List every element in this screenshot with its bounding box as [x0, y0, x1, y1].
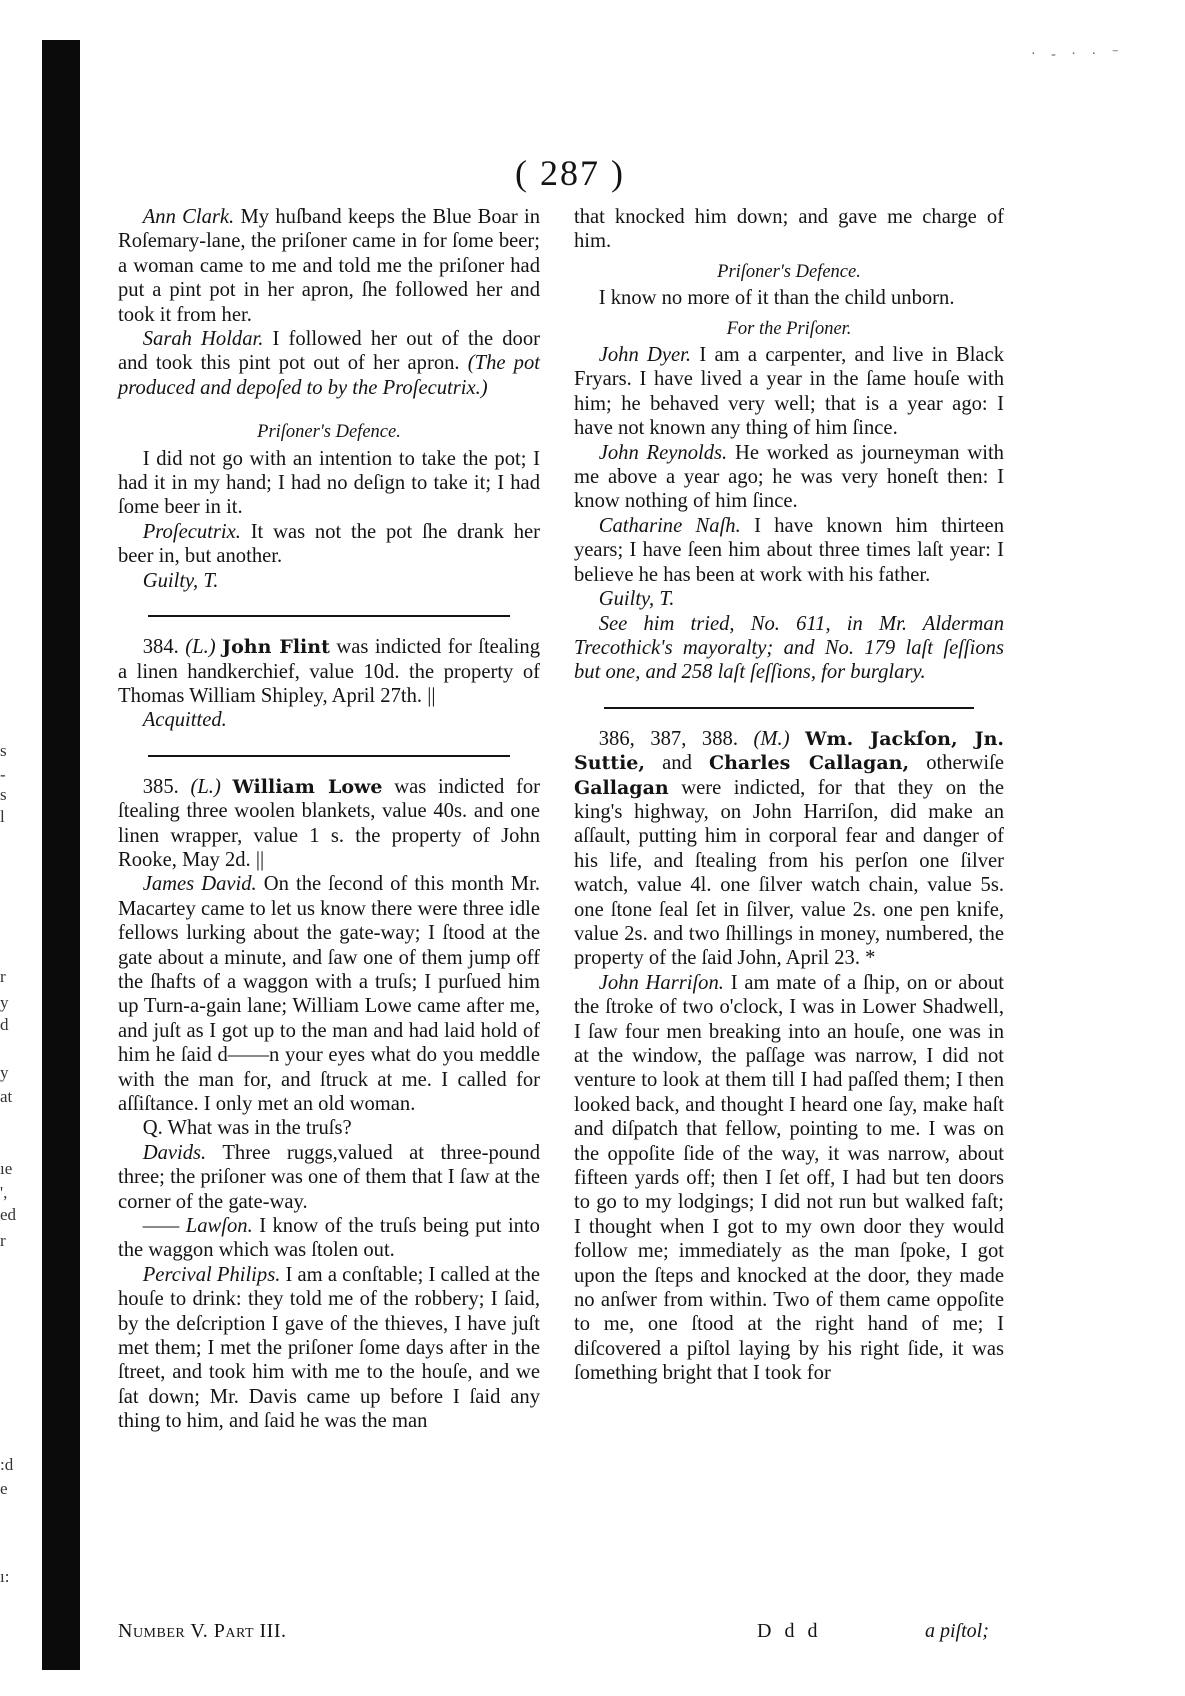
testimony-percival-philips: [118, 1263, 540, 1434]
case-number: 385.: [142, 775, 179, 798]
margin-fragment: ı:: [0, 1567, 10, 1586]
section-divider: [148, 615, 511, 617]
testimony-text: I am a carpenter, and live in Black Fryars. I have lived a year in the ſame houſe with him; he behaved very well; that is a year ago: I have not known any thing of him ſince.: [574, 344, 1004, 440]
court-mark: (M.): [753, 727, 790, 750]
case-number: 384.: [142, 636, 179, 659]
testimony-john-dyer: [574, 343, 1004, 441]
section-heading: For the Priſoner.: [726, 318, 852, 339]
margin-fragment: :d: [0, 1455, 14, 1474]
margin-fragment: r: [0, 967, 6, 986]
defence-text: I know no more of it than the child unborn.: [598, 287, 955, 310]
speaker-name: Ann Clark.: [142, 206, 235, 228]
speaker-name: John Reynolds.: [598, 441, 728, 464]
case-384: [118, 635, 540, 708]
scan-specks: · - · · ⁻: [1030, 47, 1125, 62]
section-divider: [148, 755, 511, 757]
testimony-james-david: [118, 872, 540, 1116]
case-number: 386, 387, 388.: [598, 727, 738, 750]
question: Q. What was in the truſs?: [142, 1117, 352, 1140]
testimony-john-harrison: [574, 971, 1004, 1386]
margin-fragment: ıe: [0, 1159, 13, 1178]
book-binding-shadow: [42, 40, 80, 1670]
speaker-name: —— Lawſon.: [142, 1215, 253, 1238]
testimony-john-reynolds: [574, 441, 1004, 514]
testimony-text: I know of the truſs being put into the waggon which was ſtolen out.: [118, 1215, 540, 1262]
margin-fragment: s: [0, 785, 7, 804]
margin-fragment: -: [0, 765, 6, 784]
indictment-text: was indicted for ſtealing a linen handkerchief, value 10d. the property of Thomas William Shipley, April 27th. ||: [118, 636, 540, 707]
speaker-name: Proſecutrix.: [142, 520, 241, 543]
testimony-text: My huſband keeps the Blue Boar in Roſemary-lane, the priſoner came in for ſome beer; a woman came to me and told me the priſoner had put a pint pot in her apron, ſhe followed her and took it from her.: [118, 206, 540, 326]
margin-fragment: at: [0, 1087, 13, 1106]
testimony-ann-clark: [118, 205, 540, 327]
margin-fragment: l: [0, 807, 5, 826]
verdict: Acquitted.: [142, 709, 227, 732]
testimony-text: I have known him thirteen years; I have ſeen him about three times laſt year: I believe he has been at work with his father.: [574, 514, 1004, 586]
right-column: [574, 205, 1004, 1386]
left-column: [118, 205, 540, 1434]
defence-text: I did not go with an intention to take the pot; I had it in my hand; I had no deſign to take it; I had ſome beer in it.: [118, 447, 540, 519]
speaker-name: James David.: [142, 873, 257, 896]
continuation-text: that knocked him down; and gave me charge of him.: [574, 206, 1004, 253]
margin-fragment: e: [0, 1479, 8, 1498]
verdict: Guilty, T.: [142, 569, 219, 592]
speaker-name: Percival Philips.: [142, 1263, 281, 1286]
testimony-text: Three ruggs,valued at three-pound three; the priſoner was one of them that I ſaw at the corner of the gate-way.: [118, 1141, 540, 1213]
margin-fragment: ed: [0, 1205, 17, 1224]
footer-catchword: a piſtol;: [925, 1620, 989, 1642]
court-mark: (L.): [190, 775, 221, 798]
testimony-davids: [118, 1141, 540, 1214]
page-number: ( 287 ): [515, 153, 625, 193]
testimony-text: It was not the pot ſhe drank her beer in, but another.: [118, 520, 540, 568]
testimony-text: I am a conſtable; I called at the houſe to drink: they told me of the robbery; I ſaid, by the deſcription I gave of the thieves, I have juſt met them; I met the priſoner ſome days after in the ſtreet, and took him with me to the houſe, and we ſat down; Mr. Davis came up before I ſaid any thing to him, and ſaid he was the man: [118, 1263, 541, 1433]
case-385: [118, 775, 540, 873]
testimony-text: He worked as journeyman with me above a year ago; he was very honeſt then: I know nothing of him ſince.: [574, 441, 1004, 513]
speaker-name: John Dyer.: [598, 344, 692, 367]
alias-word: otherwiſe: [926, 752, 1004, 775]
section-divider: [604, 707, 974, 709]
conjunction: and: [662, 752, 692, 775]
speaker-name: Catharine Naſh.: [598, 514, 741, 537]
margin-fragment: ',: [0, 1183, 8, 1202]
speaker-name: Davids.: [142, 1141, 207, 1164]
testimony-catharine-nash: [574, 514, 1004, 587]
testimony-text: On the ſecond of this month Mr. Macartey came to let us know there were three idle fellows lurking about the gate-way; I ſtood at the gate about a minute, and ſaw one of them jump off the ſhafts of a waggon with a truſs; I purſued him up Turn-a-gain lane; William Lowe came after me, and juſt as I got up to the man and had laid hold of him he ſaid d——n your eyes what do you meddle with the man for, and ſtruck at me. I called for aſſiſtance. I only met an old woman.: [118, 873, 540, 1115]
section-heading: Priſoner's Defence.: [717, 261, 861, 282]
indictment-text: were indicted, for that they on the king's highway, on John Harriſon, did make an aſſault, putting him in corporal fear and danger of his life, and ſtealing from his perſon one ſilver watch, value 4l. one ſilver watch chain, value 5s. one ſtone ſeal ſet in ſilver, value 2s. one pen knife, value 2s. and two ſhillings in money, numbered, the property of the ſaid John, April 23. *: [574, 776, 1004, 970]
court-mark: (L.): [185, 636, 216, 659]
testimony-lawson: [118, 1214, 540, 1263]
defendant-name: Charles Callagan,: [709, 752, 910, 775]
indictment-text: was indicted for ſtealing three woolen blankets, value 40s. and one linen wrapper, value 1 s. the property of John Rooke, May 2d. ||: [118, 775, 540, 871]
defendant-name: William Lowe: [232, 775, 383, 798]
defendant-alias: Gallagan: [574, 776, 669, 799]
case-386-388: [574, 727, 1004, 971]
defendant-name: John Flint: [222, 636, 330, 659]
footer-signature-mark: D d d: [757, 1620, 822, 1642]
defendant-name: Wm. Jackſon, Jn. Suttie,: [574, 727, 1005, 775]
speaker-name: Sarah Holdar.: [142, 328, 264, 351]
margin-fragment: s: [0, 741, 7, 760]
verdict: Guilty, T.: [598, 588, 675, 611]
cross-reference-note: See him tried, No. 611, in Mr. Alderman Trecothick's mayoralty; and No. 179 laſt ſeſſions but one, and 258 laſt ſeſſions, for burglary.: [574, 612, 1004, 684]
section-heading: Priſoner's Defence.: [257, 422, 401, 443]
footer-part-label: Number V. Part III.: [118, 1620, 287, 1642]
margin-fragment: y: [0, 1063, 9, 1082]
testimony-text: I followed her out of the door and took this pint pot out of her apron.: [118, 328, 540, 375]
margin-fragment: r: [0, 1231, 6, 1250]
testimony-text: I am mate of a ſhip, on or about the ſtroke of two o'clock, I was in Lower Shadwell, I ſaw four men breaking into an houſe, one was in at the window, the paſſage was narrow, I did not venture to look at them till I had paſſed them; I then looked back, and thought I heard one ſay, make haſt and diſpatch that fellow, pointing to me. I was on the oppoſite ſide of the way, it was narrow, about fifteen yards off; then I ſet off, I had but ten doors to go to my lodgings; I did not run but walked faſt; I thought when I got to my own door they would follow me; immediately as the man ſpoke, I got upon the ſteps and knocked at the door, they made no anſwer from within. Two of them came oppoſite to me, one ſtood at the right hand of me; I diſcovered a piſtol laying by his right ſide, it was ſomething bright that I took for: [574, 971, 1005, 1385]
evidence-note: (The pot produced and depoſed to by the Proſecutrix.): [118, 352, 540, 399]
testimony-sarah-holdar: [118, 327, 540, 400]
margin-fragment: y: [0, 993, 9, 1012]
testimony-prosecutrix: [118, 520, 540, 569]
speaker-name: John Harriſon.: [598, 971, 724, 994]
margin-fragment: d: [0, 1015, 9, 1034]
